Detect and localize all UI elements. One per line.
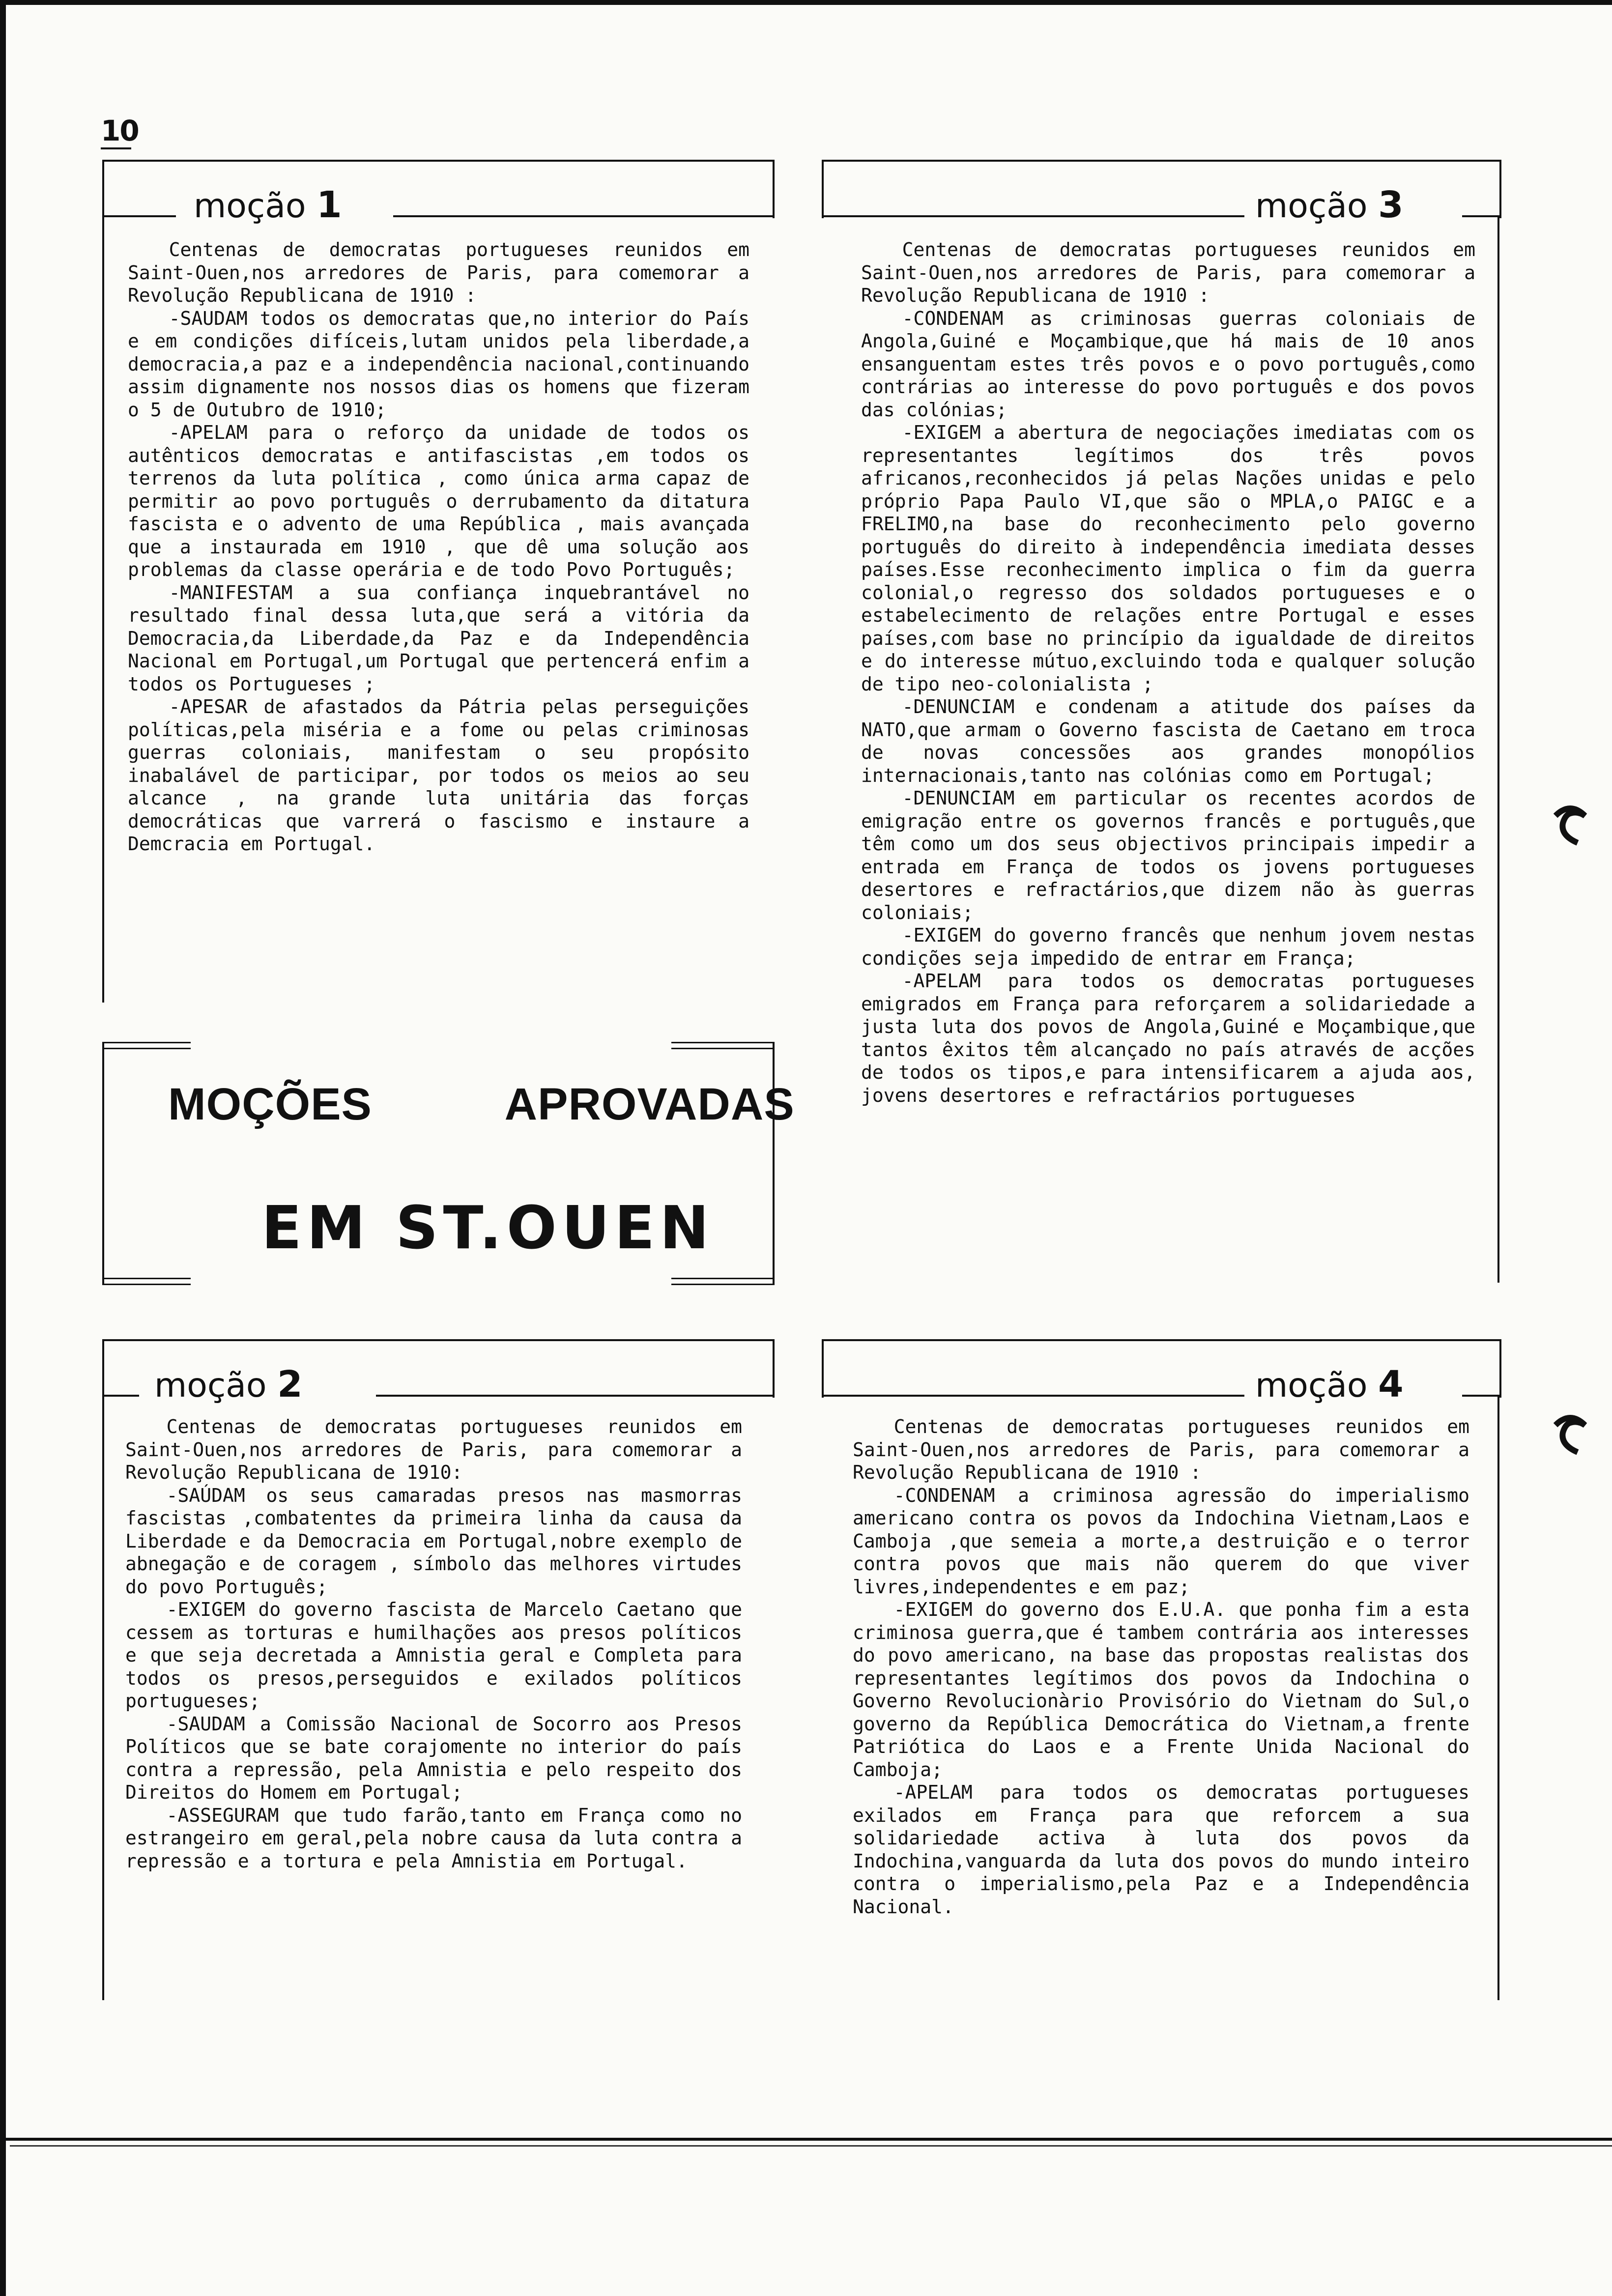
mocao-1-rule-right <box>393 215 773 217</box>
mocao-1-body <box>128 238 749 856</box>
mocao-3-para: -CONDENAM as criminosas guerras coloniais de Angola,Guiné e Moçambique,que há mais de 10 anos ensanguentam estes três povos e o povo português,como contrárias ao interesse do povo português e dos povos das colónias; <box>861 307 1475 421</box>
mocao-1-rule-left <box>102 215 176 217</box>
mocao-2-title-word: moção <box>154 1366 267 1405</box>
mocao-3-rule-right <box>1462 215 1499 217</box>
banner-rule <box>102 1048 191 1049</box>
banner-rule <box>102 1284 191 1285</box>
mocao-3-rule-left <box>822 215 1244 217</box>
mocao-2-heading <box>147 1363 310 1406</box>
banner-title-line2: EM ST.OUEN <box>261 1194 714 1263</box>
banner-title-line1 <box>168 1079 795 1130</box>
mocao-3-title-word: moção <box>1255 187 1368 226</box>
page-top-rule <box>0 0 1612 5</box>
mocao-4-rule-right <box>1462 1395 1499 1397</box>
mocao-1-para: -SAUDAM todos os democratas que,no interior do País e em condições difíceis,lutam unidos pela liberdade,a democracia,a paz e a independência nacional,continuando assim dignamente nos nossos dias os homens que fizeram o 5 de Outubro de 1910; <box>128 307 749 421</box>
mocao-4-body <box>853 1415 1469 1918</box>
mocao-2-left-rule <box>102 1396 104 2000</box>
mocao-2-para: -SAUDAM a Comissão Nacional de Socorro aos Presos Políticos que se bate corajomente no interior do país contra a repressão, pela Amnistia e pelo respeito dos Direitos do Homem em Portugal; <box>125 1713 742 1803</box>
mocao-4-intro: Centenas de democratas portugueses reunidos em Saint-Ouen,nos arredores de Paris, para comemorar a Revolução Republicana de 1910 : <box>853 1416 1469 1483</box>
mocao-1-para: -APELAM para o reforço da unidade de todos os autênticos democratas e antifascistas ,em todos os terrenos da luta política , como única arma capaz de permitir ao povo português o derrubamento da ditatura fascista e o advento de uma República , mais avançada que a instaurada em 1910 , que dê uma solução aos problemas da classe operária e de todo Povo Português; <box>128 422 749 580</box>
mocao-2-title-num: 2 <box>277 1363 303 1406</box>
mocao-3-para: -DENUNCIAM em particular os recentes acordos de emigração entre os governos francês e português,que têm como um dos seus objectivos principais impedir a entrada em França de todos os jovens portugueses desertores e refractários,que dizem não às guerras coloniais; <box>861 787 1475 923</box>
banner-rule <box>671 1278 775 1279</box>
mocao-4-rule-left <box>822 1395 1244 1397</box>
banner-word-aprovadas: APROVADAS <box>504 1079 795 1129</box>
banner-rule <box>102 1278 191 1279</box>
mocao-4-heading <box>1248 1363 1410 1406</box>
mocao-3-para: -DENUNCIAM e condenam a atitude dos países da NATO,que armam o Governo fascista de Caetano em troca de novas concessões aos grandes monopólios internacionais,tanto nas colónias como em Portugal; <box>861 696 1475 786</box>
mocao-3-title-num: 3 <box>1378 184 1404 226</box>
mocao-3-para: -APELAM para todos os democratas portugueses emigrados em França para reforçarem a solidariedade a justa luta dos povos de Angola,Guiné e Moçambique,que tantos êxitos têm alcançado no país através de acções de todos os tipos,e para intensificarem a ajuda aos, jovens desertores e refractários portugueses <box>861 970 1475 1106</box>
mocao-1-para: -APESAR de afastados da Pátria pelas perseguições políticas,pela miséria e a fome ou pelas criminosas guerras coloniais, manifestam o seu propósito inabalável de participar, por todos os meios ao seu alcance , na grande luta unitária das forças democráticas que varrerá o fascismo e instaure a Demcracia em Portugal. <box>128 696 749 855</box>
mocao-4-title-word: moção <box>1255 1366 1368 1405</box>
mocao-3-para: -EXIGEM do governo francês que nenhum jovem nestas condições seja impedido de entrar em França; <box>861 924 1475 969</box>
banner-rule <box>671 1284 775 1285</box>
banner-rule <box>671 1042 775 1043</box>
mocao-3-body <box>861 238 1475 1107</box>
banner-word-mocoes: MOÇÕES <box>168 1079 372 1129</box>
mocao-2-rule-left <box>102 1395 139 1397</box>
banner-mocoes-aprovadas <box>102 1042 795 1285</box>
mocao-2-intro: Centenas de democratas portugueses reunidos em Saint-Ouen,nos arredores de Paris, para comemorar a Revolução Republicana de 1910: <box>125 1416 742 1483</box>
binding-hole-mark <box>1548 1406 1592 1460</box>
mocao-2-para: -ASSEGURAM que tudo farão,tanto em França como no estrangeiro em geral,pela nobre causa da luta contra a repressão e a tortura e pela Amnistia em Portugal. <box>125 1804 742 1872</box>
page-left-rule <box>0 0 6 2296</box>
mocao-1-title-word: moção <box>194 187 306 226</box>
banner-rule <box>671 1048 775 1049</box>
mocao-2-para: -SAÚDAM os seus camaradas presos nas masmorras fascistas ,combatentes da primeira linha da causa da Liberdade e da Democracia em Portugal,nobre exemplo de abnegação e de coragem , símbolo das melhores virtudes do povo Português; <box>125 1484 742 1598</box>
mocao-4-para: -EXIGEM do governo dos E.U.A. que ponha fim a esta criminosa guerra,que é tambem contrária aos interesses do povo americano, na base das propostas realistas dos representantes legítimos dos povos da Indochina o Governo Revolucionàrio Provisório do Vietnam do Sul,o governo da República Democrática do Vietnam,a frente Patriótica do Laos e a Frente Unida Nacional do Camboja; <box>853 1599 1469 1780</box>
page-number: 10 <box>101 114 139 147</box>
mocao-4-para: -CONDENAM a criminosa agressão do imperialismo americano contra os povos da Indochina Vietnam,Laos e Camboja ,que semeia a morte,a destruição e o terror contra povos que mais não querem do que viver livres,independentes e em paz; <box>853 1484 1469 1598</box>
page-bottom-rule <box>10 2145 1612 2147</box>
mocao-3-right-rule <box>1497 216 1499 1283</box>
page-number-underline <box>101 147 131 149</box>
mocao-2-rule-right <box>376 1395 773 1397</box>
mocao-1-intro: Centenas de democratas portugueses reunidos em Saint-Ouen,nos arredores de Paris, para comemorar a Revolução Republicana de 1910 : <box>128 239 749 306</box>
mocao-3-heading <box>1248 184 1410 226</box>
mocao-1-title-num: 1 <box>317 184 342 226</box>
mocao-1-left-rule <box>102 216 104 1003</box>
mocao-4-title-num: 4 <box>1378 1363 1404 1406</box>
mocao-3-intro: Centenas de democratas portugueses reunidos em Saint-Ouen,nos arredores de Paris, para comemorar a Revolução Republicana de 1910 : <box>861 239 1475 306</box>
mocao-4-right-rule <box>1497 1396 1499 2000</box>
page-bottom-rule <box>0 2138 1612 2141</box>
binding-hole-mark <box>1548 796 1592 850</box>
mocao-2-body <box>125 1415 742 1872</box>
mocao-3-para: -EXIGEM a abertura de negociações imediatas com os representantes legítimos dos três povos africanos,reconhecidos já pelas Nações unidas e pelo próprio Papa Paulo VI,que são o MPLA,o PAIGC e a FRELIMO,na base do reconhecimento pelo governo português do direito à independência imediata desses países.Esse reconhecimento implica o fim da guerra colonial,o regresso dos soldados portugueses e o estabelecimento de relações entre Portugal e esses países,com base no princípio da igualdade de direitos e do interesse mútuo,excluindo toda e qualquer solução de tipo neo-colonialista ; <box>861 422 1475 695</box>
mocao-2-para: -EXIGEM do governo fascista de Marcelo Caetano que cessem as torturas e humilhações aos presos políticos e que seja decretada a Amnistia geral e Completa para todos os presos,perseguidos e exilados políticos portugueses; <box>125 1599 742 1712</box>
mocao-4-para: -APELAM para todos os democratas portugueses exilados em França para que reforcem a sua solidariedade activa à luta dos povos da Indochina,vanguarda da luta dos povos do mundo inteiro contra o imperialismo,pela Paz e a Independência Nacional. <box>853 1781 1469 1918</box>
mocao-1-heading <box>187 184 349 226</box>
banner-rule <box>102 1042 191 1043</box>
mocao-1-para: -MANIFESTAM a sua confiança inquebrantável no resultado final dessa luta,que será a vitória da Democracia,da Liberdade,da Paz e da Independência Nacional em Portugal,um Portugal que pertencerá enfim a todos os Portugueses ; <box>128 581 749 695</box>
